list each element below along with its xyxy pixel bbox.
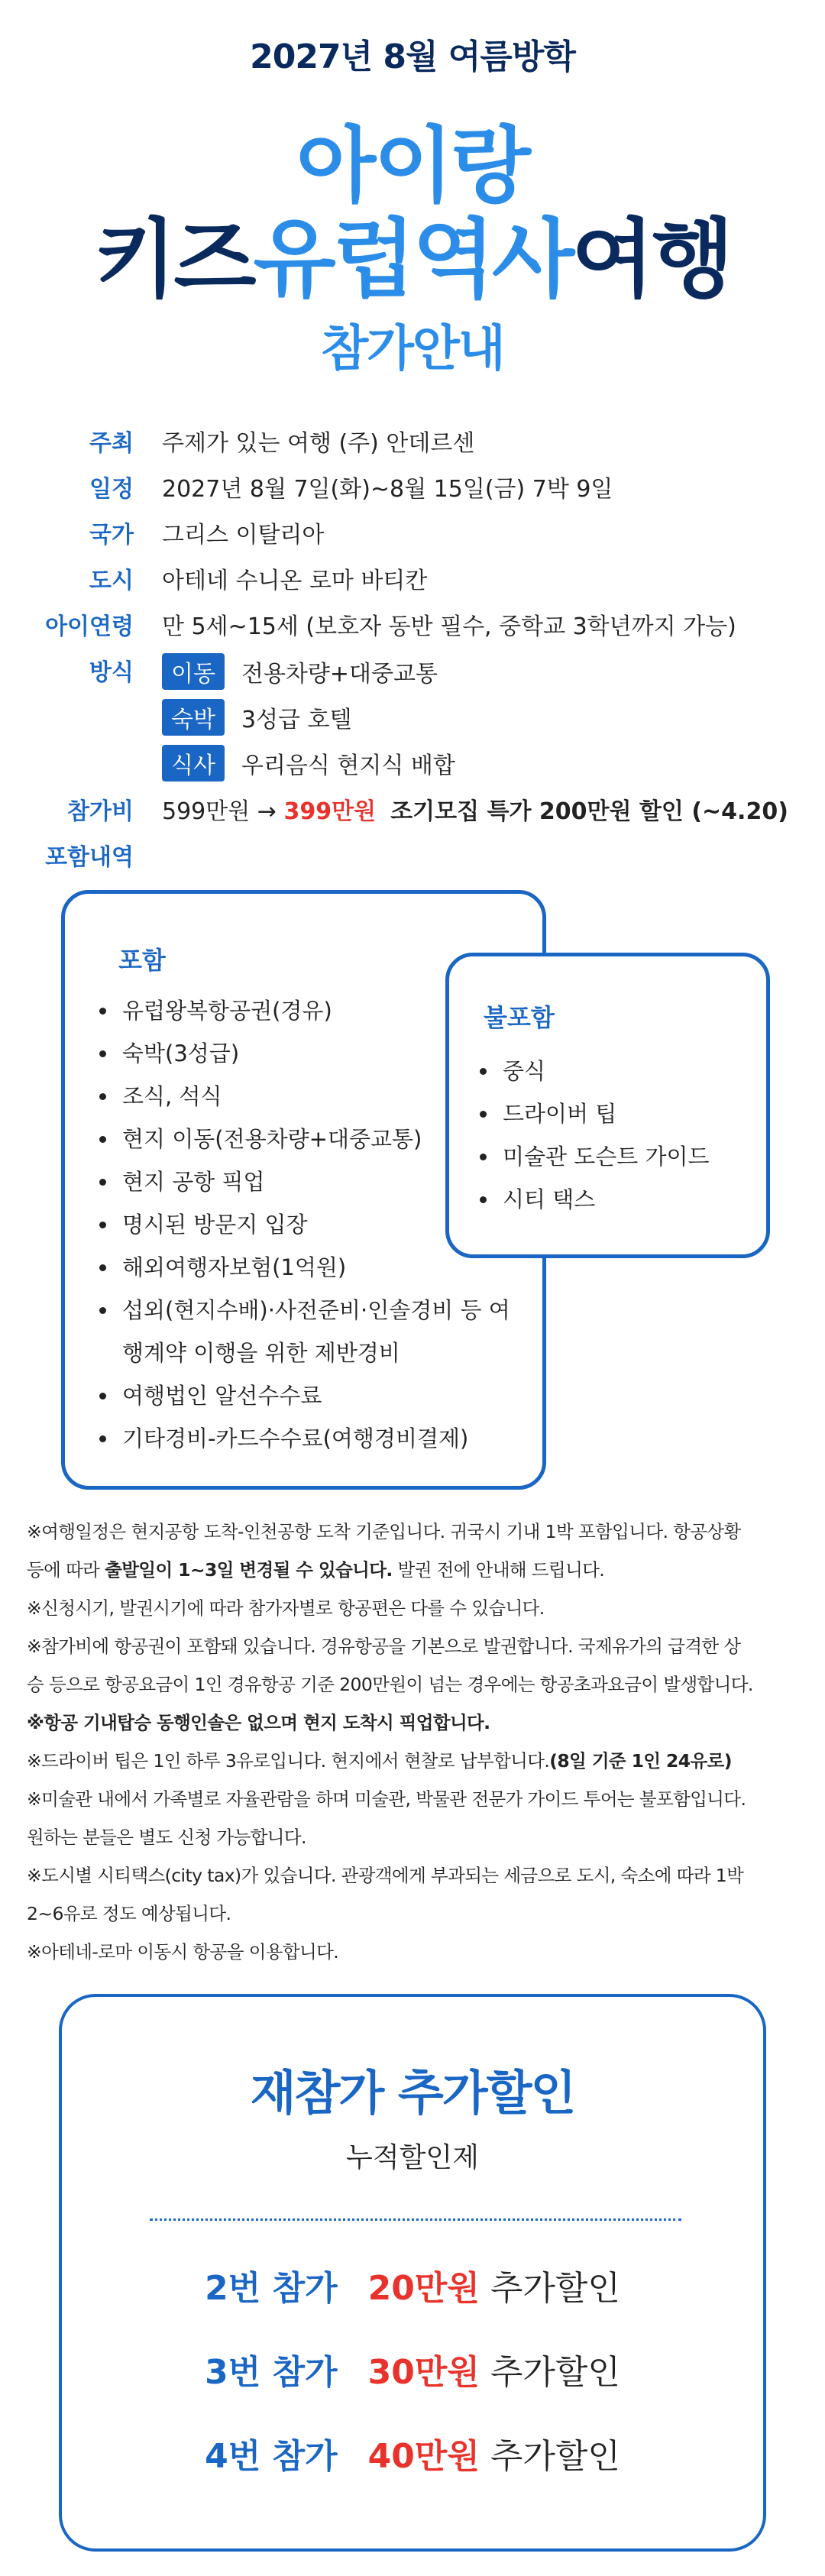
info-row-method-1	[0, 653, 825, 691]
note-line: ※항공 기내탑승 동행인솔은 없으며 현지 도착시 픽업합니다.	[27, 1712, 490, 1733]
info-label: 도시	[89, 568, 134, 594]
exclude-box	[445, 953, 770, 1258]
method-value: 우리음식 현지식 배합	[241, 752, 455, 779]
info-value: 만 5세~15세 (보호자 동반 필수, 중학교 3학년까지 가능)	[162, 613, 736, 640]
list-item: 미술관 도슨트 가이드	[480, 1135, 710, 1178]
title-line-2	[0, 191, 825, 314]
info-value: 주제가 있는 여행 (주) 안데르센	[162, 430, 475, 457]
info-label: 포함내역	[45, 844, 134, 871]
note-line: ※신청시기, 발권시기에 따라 참가자별로 항공편은 다를 수 있습니다.	[27, 1597, 545, 1619]
info-value	[162, 745, 455, 782]
note-text: 등에 따라	[27, 1559, 105, 1581]
info-row-age	[0, 607, 825, 646]
list-item: 명시된 방문지 입장	[99, 1203, 510, 1246]
info-row-fee	[0, 792, 825, 830]
note-line: ※참가비에 항공권이 포함돼 있습니다. 경유항공을 기본으로 발권합니다. 국제유가의 급격한 상	[27, 1636, 741, 1657]
note-line	[27, 1742, 802, 1780]
info-row-country	[0, 516, 825, 554]
list-item: 기타경비-카드수수료(여행경비결제)	[99, 1417, 510, 1460]
discount-amount: 20만원	[367, 2269, 480, 2308]
method-tag: 식사	[162, 745, 225, 782]
header-subtitle: 2027년 8월 여름방학	[250, 37, 575, 76]
discount-divider	[150, 2218, 681, 2221]
list-item: 중식	[480, 1050, 710, 1092]
include-box-title: 포함	[118, 946, 166, 975]
list-item: 현지 이동(전용차량+대중교통)	[99, 1118, 510, 1160]
exclude-box-title: 불포함	[484, 1003, 555, 1032]
info-row-city	[0, 561, 825, 600]
note-line: 원하는 분들은 별도 신청 가능합니다.	[27, 1827, 306, 1848]
info-label: 아이연령	[45, 613, 134, 640]
method-value: 전용차량+대중교통	[241, 661, 438, 688]
note-line	[27, 1551, 802, 1589]
discount-row	[62, 2260, 763, 2309]
info-value	[162, 792, 788, 826]
info-row-method-3	[0, 745, 825, 783]
method-tag: 이동	[162, 653, 225, 690]
discount-count: 3번 참가	[205, 2353, 338, 2392]
info-label: 참가비	[67, 798, 134, 825]
note-line: 2~6유로 정도 예상됩니다.	[27, 1903, 231, 1924]
note-line: ※미술관 내에서 가족별로 자율관람을 하며 미술관, 박물관 전문가 가이드 투어는 불포함입니다.	[27, 1788, 746, 1810]
info-row-host	[0, 424, 825, 462]
note-bold: (8일 기준 1인 24유로)	[549, 1750, 732, 1772]
note-bold: 출발일이 1~3일 변경될 수 있습니다.	[105, 1559, 393, 1581]
fee-original: 599만원 →	[162, 798, 277, 825]
discount-count: 2번 참가	[205, 2269, 338, 2308]
list-item: 드라이버 팁	[480, 1092, 710, 1135]
list-item: 여행법인 알선수수료	[99, 1374, 510, 1417]
info-value: 그리스 이탈리아	[162, 522, 325, 549]
method-value: 3성급 호텔	[241, 707, 352, 733]
list-item: 시티 택스	[480, 1178, 710, 1221]
method-tag: 숙박	[162, 699, 225, 736]
discount-suffix: 추가할인	[490, 2269, 620, 2308]
fee-discount: 399만원	[283, 798, 377, 825]
exclude-list	[480, 1050, 710, 1221]
note-text: ※드라이버 팁은 1인 하루 3유로입니다. 현지에서 현찰로 납부합니다.	[27, 1750, 550, 1772]
fee-note: 조기모집 특가 200만원 할인 (~4.20)	[390, 798, 788, 825]
list-item: 유럽왕복항공권(경유)	[99, 989, 510, 1032]
discount-suffix: 추가할인	[490, 2353, 620, 2392]
info-row-method-2	[0, 699, 825, 737]
list-item: 해외여행자보험(1억원)	[99, 1246, 510, 1289]
title-line-1: 아이랑	[296, 118, 529, 214]
info-label: 방식	[89, 659, 134, 686]
note-line: 승 등으로 항공요금이 1인 경유항공 기준 200만원이 넘는 경우에는 항공초과요금이 발생합니다.	[27, 1674, 753, 1695]
discount-subtitle: 누적할인제	[346, 2142, 479, 2173]
info-label: 일정	[89, 476, 134, 503]
discount-count: 4번 참가	[205, 2437, 338, 2476]
discount-row	[62, 2345, 763, 2393]
info-label: 주최	[89, 430, 134, 457]
info-value	[162, 653, 438, 690]
title-kids: 키즈	[94, 210, 254, 309]
discount-title: 재참가 추가할인	[250, 2065, 575, 2121]
title-travel: 여행	[571, 210, 731, 309]
list-item: 조식, 석식	[99, 1075, 510, 1118]
list-item: 현지 공항 픽업	[99, 1160, 510, 1203]
list-item: 숙박(3성급)	[99, 1032, 510, 1075]
note-text: 발권 전에 안내해 드립니다.	[392, 1559, 605, 1581]
info-row-schedule	[0, 470, 825, 508]
note-line: ※여행일정은 현지공항 도착-인천공항 도착 기준입니다. 귀국시 기내 1박 포함입니다. 항공상황	[27, 1521, 741, 1542]
list-item: 섭외(현지수배)·사전준비·인솔경비 등 여	[99, 1289, 510, 1332]
discount-suffix: 추가할인	[490, 2437, 620, 2476]
note-line: ※도시별 시티택스(city tax)가 있습니다. 관광객에게 부과되는 세금으로 도시, 숙소에 따라 1박	[27, 1865, 744, 1886]
info-label: 국가	[89, 522, 134, 549]
info-row-included	[0, 838, 825, 876]
discount-box	[59, 1994, 766, 2552]
info-value	[162, 699, 352, 736]
discount-amount: 30만원	[367, 2353, 480, 2392]
title-line-3: 참가안내	[321, 321, 504, 377]
list-item-continued: 행계약 이행을 위한 제반경비	[122, 1340, 400, 1366]
info-value: 2027년 8월 7일(화)~8월 15일(금) 7박 9일	[162, 476, 613, 503]
notes-section	[27, 1513, 802, 1971]
discount-row	[62, 2429, 763, 2477]
info-value: 아테네 수니온 로마 바티칸	[162, 568, 428, 594]
title-europe-history: 유럽역사	[253, 210, 572, 309]
note-line: ※아테네-로마 이동시 항공을 이용합니다.	[27, 1941, 339, 1963]
discount-amount: 40만원	[367, 2437, 480, 2476]
